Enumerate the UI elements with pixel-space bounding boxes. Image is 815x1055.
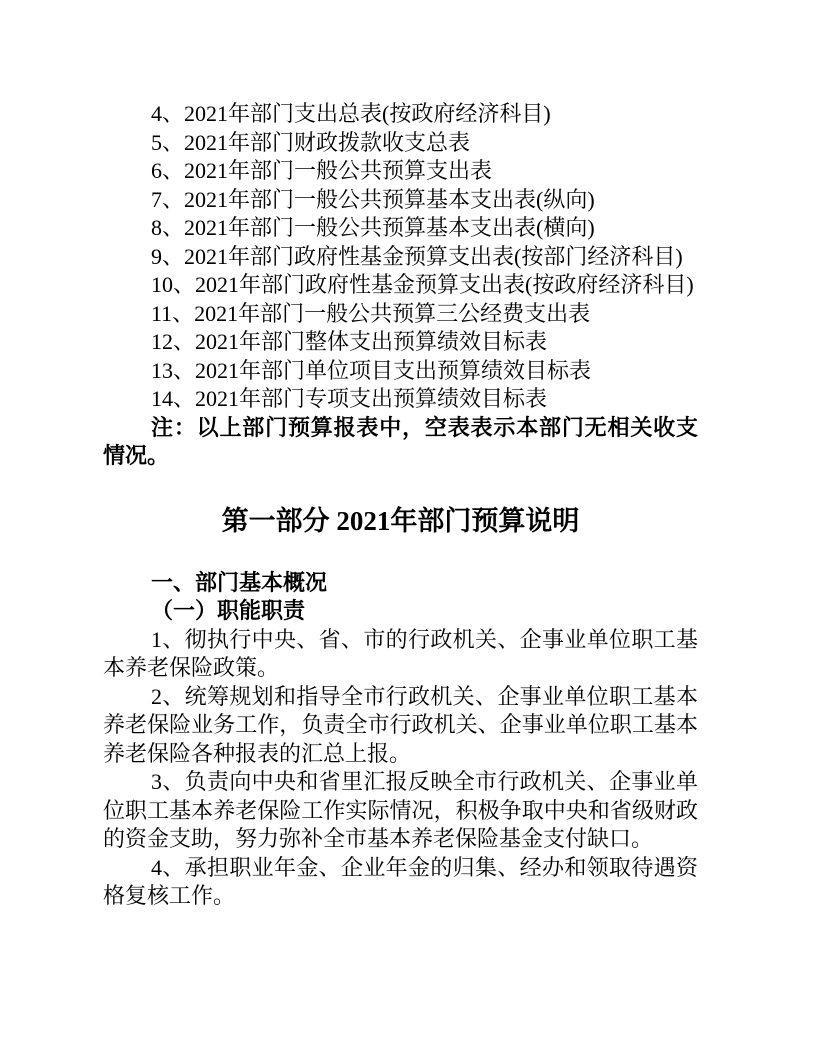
report-list-item: 5、2021年部门财政拨款收支总表 bbox=[151, 129, 471, 155]
note-text: 注：以上部门预算报表中，空表表示本部门无相关收支情况。 bbox=[103, 414, 698, 468]
duty-paragraph: 1、彻执行中央、省、市的行政机关、企事业单位职工基本养老保险政策。 bbox=[103, 626, 698, 680]
report-list-item: 12、2021年部门整体支出预算绩效目标表 bbox=[151, 329, 548, 354]
report-list-item: 11、2021年部门一般公共预算三公经费支出表 bbox=[151, 300, 591, 326]
report-list-item: 14、2021年部门专项支出预算绩效目标表 bbox=[151, 386, 548, 411]
part1-heading: 第一部分 2021年部门预算说明 bbox=[221, 505, 580, 536]
duty-paragraph: 4、承担职业年金、企业年金的归集、经办和领取待遇资格复核工作。 bbox=[103, 854, 698, 908]
report-list-item: 7、2021年部门一般公共预算基本支出表(纵向) bbox=[151, 186, 595, 212]
duty-paragraph: 3、负责向中央和省里汇报反映全市行政机关、企事业单位职工基本养老保险工作实际情况，积极争取中央和省级财政的资金支助，努力弥补全市基本养老保险基金支付缺口。 bbox=[103, 769, 698, 851]
section-title: 一、部门基本概况 bbox=[151, 569, 328, 595]
report-list-item: 4、2021年部门支出总表(按政府经济科目) bbox=[151, 101, 551, 126]
report-list-item: 13、2021年部门单位项目支出预算绩效目标表 bbox=[151, 357, 592, 383]
report-list-item: 8、2021年部门一般公共预算基本支出表(横向) bbox=[151, 215, 595, 240]
report-list-item: 9、2021年部门政府性基金预算支出表(按部门经济科目) bbox=[151, 243, 683, 269]
subsection-title: （一）职能职责 bbox=[151, 598, 306, 623]
report-list-item: 6、2021年部门一般公共预算支出表 bbox=[151, 158, 493, 183]
duty-paragraph: 2、统筹规划和指导全市行政机关、企事业单位职工基本养老保险业务工作，负责全市行政机关、企事业单位职工基本养老保险各种报表的汇总上报。 bbox=[103, 683, 698, 766]
report-list-item: 10、2021年部门政府性基金预算支出表(按政府经济科目) bbox=[151, 272, 694, 297]
